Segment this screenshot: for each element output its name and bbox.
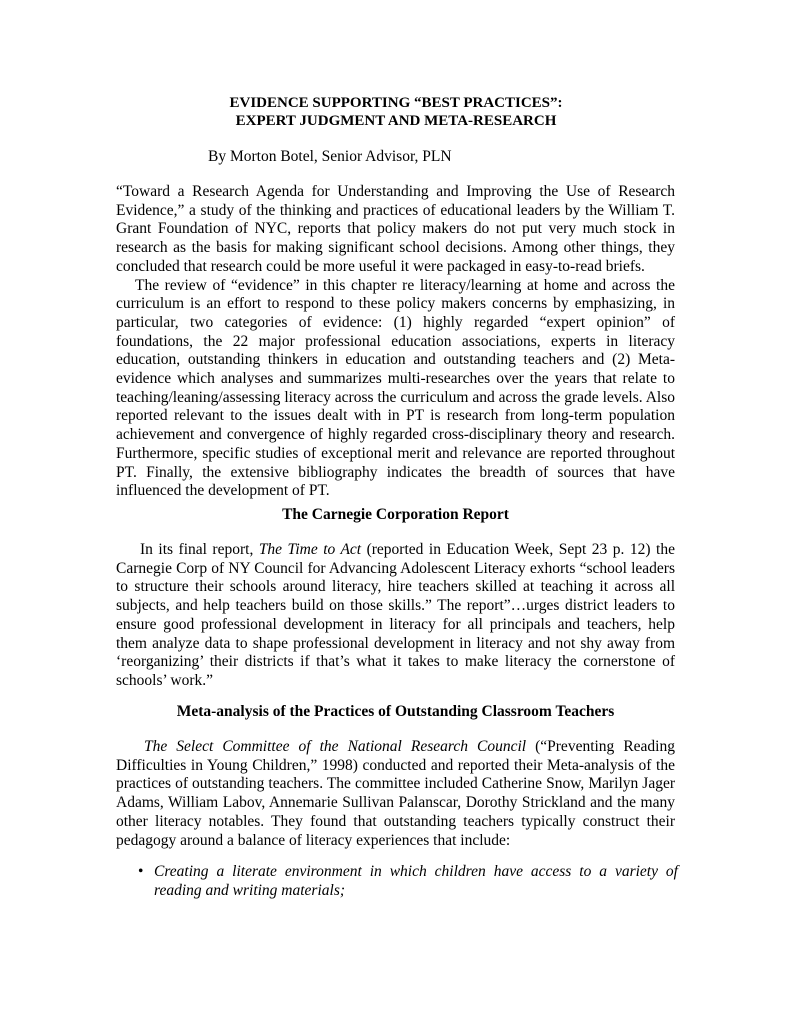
carnegie-paragraph [116, 541, 675, 691]
carnegie-heading: The Carnegie Corporation Report [282, 506, 509, 523]
meta-analysis-paragraph [116, 738, 675, 850]
document-title-line-2: EXPERT JUDGMENT AND META-RESEARCH [235, 113, 557, 129]
list-item-text: Creating a literate environment in which children have access to a variety of reading and writing materials; [154, 863, 678, 899]
meta-analysis-heading: Meta-analysis of the Practices of Outstanding Classroom Teachers [176, 703, 615, 720]
meta-analysis-body-text: (“Preventing Reading Difficulties in Young Children,” 1998) conducted and reported their Meta-analysis of the practices of outstanding teachers. The committee included Catherine Snow, Marilyn Jager Adams, William Labov, Annemarie Sullivan Palanscar, Dorothy Strickland and the many other literacy notables. They found that outstanding teachers typically construct their pedagogy around a balance of literacy experiences that include: [116, 738, 675, 849]
committee-name: The Select Committee of the National Research Council [144, 738, 527, 755]
intro-paragraph-1: “Toward a Research Agenda for Understanding and Improving the Use of Research Evidence,” a study of the thinking and practices of educational leaders by the William T. Grant Foundation of NYC, reports that policy makers do not put very much stock in research as the basis for making significant school decisions. Among other things, they concluded that research could be more useful it were packaged in easy-to-read briefs. [116, 183, 675, 275]
bullet-marker: • [138, 863, 144, 880]
report-title: The Time to Act [258, 541, 362, 558]
meta-analysis-section [116, 738, 675, 850]
carnegie-body-text: (reported in Education Week, Sept 23 p. 12) the Carnegie Corp of NY Council for Advancing Adolescent Literacy exhorts “school leaders to structure their schools around literacy, hire teachers skilled at teaching it across all subjects, and help teachers build on those skills.” The report”…urges district leaders to ensure good professional development in literacy for all principals and teachers, help them analyze data to shape professional development in literacy and not shy away from ‘reorganizing’ their districts if that’s what it takes to make literacy the cornerstone of schools’ work.” [116, 541, 675, 689]
author-byline: By Morton Botel, Senior Advisor, PLN [208, 148, 452, 165]
document-title-line-1: EVIDENCE SUPPORTING “BEST PRACTICES”: [229, 95, 563, 111]
carnegie-section [116, 541, 675, 691]
carnegie-lead-text: In its final report, [140, 541, 259, 558]
intro-paragraph-2: The review of “evidence” in this chapter re literacy/learning at home and across the curriculum is an effort to respond to these policy makers concerns by emphasizing, in particular, two categories of evidence: (1) highly regarded “expert opinion” of foundations, the 22 major professional education associations, experts in literacy education, outstanding thinkers in education and outstanding teachers and (2) Meta-evidence which analyses and summarizes multi-researches over the years that relate to teaching/leaning/assessing literacy across the curriculum and across the grade levels. Also reported relevant to the issues dealt with in PT is research from long-term population achievement and convergence of highly regarded cross-disciplinary theory and research. Furthermore, specific studies of exceptional merit and relevance are reported throughout PT. Finally, the extensive bibliography indicates the breadth of sources that have influenced the development of PT. [116, 276, 675, 500]
list-item [138, 863, 678, 900]
intro-section [116, 183, 675, 501]
